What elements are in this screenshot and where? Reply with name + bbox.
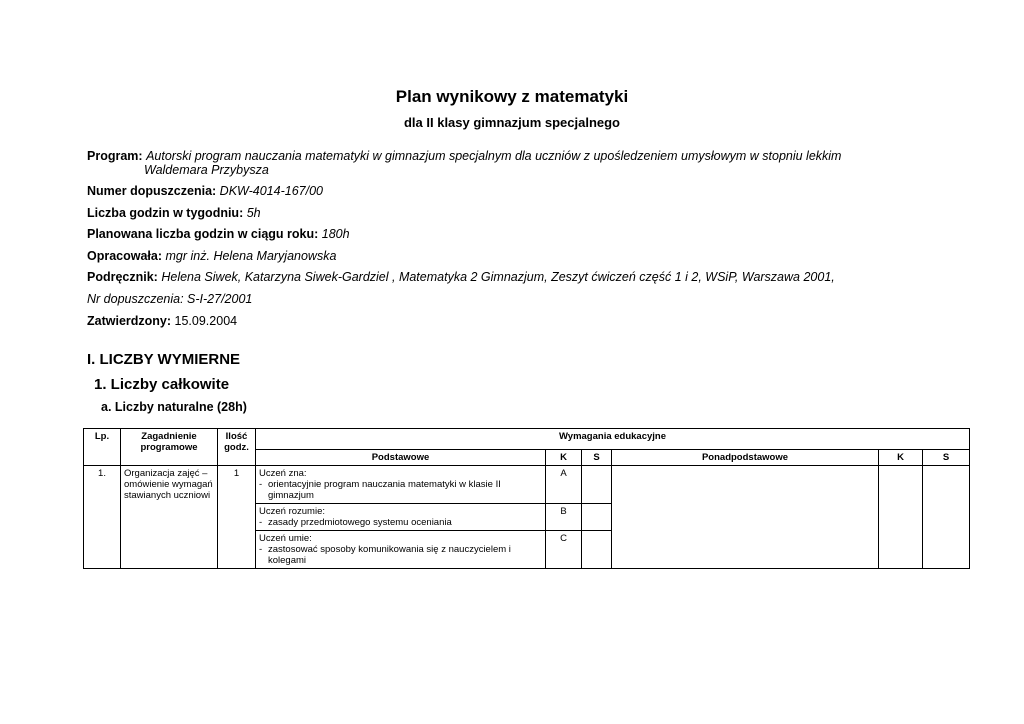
- cell-s2: [923, 466, 970, 569]
- header-s2: S: [923, 450, 970, 466]
- program-value: Autorski program nauczania matematyki w gimnazjum specjalnym dla uczniów z upośledzeniem umysłowym w stopniu lekkim: [146, 149, 842, 163]
- header-wymagania: Wymagania edukacyjne: [256, 429, 970, 450]
- header-ponadpodstawowe: Ponadpodstawowe: [612, 450, 879, 466]
- program-line: [87, 149, 937, 177]
- cell-zagadnienie: Organizacja zajęć – omówienie wymagań stawianych uczniowi: [121, 466, 218, 569]
- cell-ponadpodstawowe: [612, 466, 879, 569]
- numer-label: Numer dopuszczenia:: [87, 184, 217, 198]
- nr-dopuszczenia-line: [87, 292, 937, 306]
- program-label: Program:: [87, 149, 143, 163]
- planowana-line: [87, 227, 937, 241]
- podrecznik-label: Podręcznik:: [87, 270, 158, 284]
- plan-table: [83, 428, 970, 569]
- zatwierdzony-value: 15.09.2004: [174, 314, 238, 328]
- topic-heading: a. Liczby naturalne (28h): [101, 400, 247, 414]
- subsection-heading: 1. Liczby całkowite: [94, 376, 230, 393]
- table-row: [84, 466, 970, 504]
- numer-value: DKW-4014-167/00: [219, 184, 323, 198]
- nr-dopuszczenia-value: Nr dopuszczenia: S-I-27/2001: [87, 292, 253, 306]
- godziny-label: Liczba godzin w tygodniu:: [87, 206, 244, 220]
- cell-k2: [879, 466, 923, 569]
- header-k2: K: [879, 450, 923, 466]
- zatwierdzony-label: Zatwierdzony:: [87, 314, 172, 328]
- cell-k-3: C: [546, 531, 582, 569]
- document-title: Plan wynikowy z matematyki: [395, 87, 629, 106]
- item-head: Uczeń rozumie:: [259, 506, 325, 517]
- cell-k-1: A: [546, 466, 582, 504]
- opracowala-value: mgr inż. Helena Maryjanowska: [165, 249, 337, 263]
- planowana-value: 180h: [321, 227, 350, 241]
- numer-line: [87, 184, 937, 198]
- cell-s-3: [582, 531, 612, 569]
- header-podstawowe: Podstawowe: [256, 450, 546, 466]
- cell-podstawowe-1: [256, 466, 546, 504]
- cell-podstawowe-3: [256, 531, 546, 569]
- opracowala-line: [87, 249, 937, 263]
- list-item: - orientacyjnie program nauczania matematyki w klasie II gimnazjum: [259, 479, 542, 501]
- header-ilosc: Ilość godz.: [218, 429, 256, 466]
- godziny-value: 5h: [246, 206, 261, 220]
- godziny-line: [87, 206, 937, 220]
- opracowala-label: Opracowała:: [87, 249, 163, 263]
- cell-s-2: [582, 504, 612, 531]
- header-lp: Lp.: [84, 429, 121, 466]
- item-head: Uczeń umie:: [259, 533, 312, 544]
- cell-ilosc: 1: [218, 466, 256, 569]
- podrecznik-value: Helena Siwek, Katarzyna Siwek-Gardziel , Matematyka 2 Gimnazjum, Zeszyt ćwiczeń część 1 i 2, WSiP, Warszawa 2001,: [161, 270, 835, 284]
- header-k: K: [546, 450, 582, 466]
- header-zagadnienie: Zagadnienie programowe: [121, 429, 218, 466]
- cell-podstawowe-2: [256, 504, 546, 531]
- list-item: - zastosować sposoby komunikowania się z nauczycielem i kolegami: [259, 544, 542, 566]
- cell-k-2: B: [546, 504, 582, 531]
- section-heading: I. LICZBY WYMIERNE: [87, 351, 241, 368]
- cell-s-1: [582, 466, 612, 504]
- program-value-2: Waldemara Przybysza: [144, 163, 269, 177]
- list-item: - zasady przedmiotowego systemu oceniania: [259, 517, 542, 528]
- podrecznik-line: [87, 270, 937, 284]
- planowana-label: Planowana liczba godzin w ciągu roku:: [87, 227, 319, 241]
- cell-lp: 1.: [84, 466, 121, 569]
- header-s: S: [582, 450, 612, 466]
- document-subtitle: dla II klasy gimnazjum specjalnego: [403, 115, 621, 130]
- item-head: Uczeń zna:: [259, 468, 307, 479]
- zatwierdzony-line: [87, 314, 937, 328]
